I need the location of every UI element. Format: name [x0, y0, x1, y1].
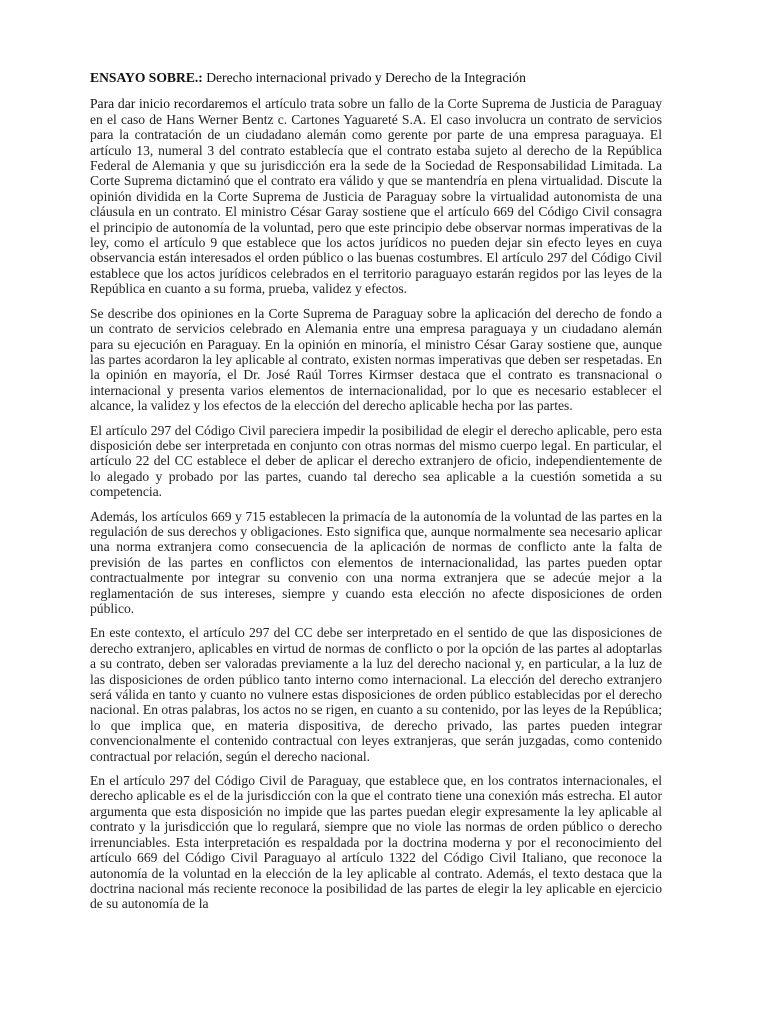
paragraph-6: En el artículo 297 del Código Civil de Paraguay, que establece que, en los contratos internacionales, el derecho aplicable es el de la jurisdicción con la que el contrato tiene una conexión más estrecha. El autor argumenta que esta disposición no impide que las partes puedan elegir expresamente la ley aplicable al contrato y la jurisdicción que lo regulará, siempre que no viole las normas de orden público o derecho irrenunciables. Esta interpretación es respaldada por la doctrina moderna y por el reconocimiento del artículo 669 del Código Civil Paraguayo al artículo 1322 del Código Civil Italiano, que reconoce la autonomía de la voluntad en la elección de la ley aplicable al contrato. Además, el texto destaca que la doctrina nacional más reciente reconoce la posibilidad de las partes de elegir la ley aplicable en ejercicio de su autonomía de la: [90, 773, 662, 912]
paragraph-1-lead: Para dar inicio recordaremos: [90, 96, 248, 112]
paragraph-3: El artículo 297 del Código Civil pareciera impedir la posibilidad de elegir el derecho aplicable, pero esta disposición debe ser interpretada en conjunto con otras normas del mismo cuerpo legal. En particular, el artículo 22 del CC establece el deber de aplicar el derecho extranjero de oficio, independientemente de lo alegado y probado por las partes, cuando tal derecho sea aplicable a la cuestión sometida a su competencia.: [90, 422, 662, 500]
paragraph-5: En este contexto, el artículo 297 del CC debe ser interpretado en el sentido de que las disposiciones de derecho extranjero, aplicables en virtud de normas de conflicto o por la opción de las partes al adoptarlas a su contrato, deben ser valoradas previamente a la luz del derecho nacional y, en particular, a la luz de las disposiciones de orden público tanto interno como internacional. La elección del derecho extranjero será válida en tanto y cuanto no vulnere estas disposiciones de orden público establecidas por el derecho nacional. En otras palabras, los actos no se rigen, en cuanto a su contenido, por las leyes de la República; lo que implica que, en materia dispositiva, de derecho privado, las partes pueden integrar convencionalmente el contenido contractual con leyes extranjeras, que serán juzgadas, como contenido contractual por relación, según el derecho nacional.: [90, 625, 662, 764]
paragraph-2: Se describe dos opiniones en la Corte Suprema de Paraguay sobre la aplicación del derecho de fondo a un contrato de servicios celebrado en Alemania entre una empresa paraguaya y un ciudadano alemán para su ejecución en Paraguay. En la opinión en minoría, el ministro César Garay sostiene que, aunque las partes acordaron la ley aplicable al contrato, existen normas imperativas que deben ser respetadas. En la opinión en mayoría, el Dr. José Raúl Torres Kirmser destaca que el contrato es transnacional o internacional y presenta varios elementos de internacionalidad, por lo que es necesario establecer el alcance, la validez y los efectos de la elección del derecho aplicable hecha por las partes.: [90, 305, 662, 414]
paragraph-4: Además, los artículos 669 y 715 establecen la primacía de la autonomía de la voluntad de las partes en la regulación de sus derechos y obligaciones. Esto significa que, aunque normalmente sea necesario aplicar una norma extranjera como consecuencia de la aplicación de normas de conflicto ante la falta de previsión de las partes en conflictos con elementos de internacionalidad, las partes pueden optar contractualmente por integrar su convenio con una norma extranjera que se adecúe mejor a la reglamentación de sus intereses, siempre y cuando esta elección no afecte disposiciones de orden público.: [90, 508, 662, 616]
title-prefix: ENSAYO SOBRE.:: [90, 70, 203, 85]
title-subject: Derecho internacional privado y Derecho de la Integración: [202, 70, 526, 85]
document-page: [90, 70, 662, 921]
paragraph-1-body: el artículo trata sobre un fallo de la Corte Suprema de Justicia de Paraguay en el caso de Hans Werner Bentz c. Cartones Yaguareté S.A. El caso involucra un contrato de servicios para la contratación de un ciudadano alemán como gerente por parte de una empresa paraguaya. El artículo 13, numeral 3 del contrato establecía que el contrato estaba sujeto al derecho de la República Federal de Alemania y que su jurisdicción era la sede de la Sociedad de Responsabilidad Limitada. La Corte Suprema dictaminó que el contrato era válido y que se mantendría en plena virtualidad. Discute la opinión dividida en la Corte Suprema de Justicia de Paraguay sobre la virtualidad autonomista de una cláusula en un contrato. El ministro César Garay sostiene que el artículo 669 del Código Civil consagra el principio de autonomía de la voluntad, pero que este principio debe observar normas imperativas de la ley, como el artículo 9 que establece que los actos jurídicos no pueden dejar sin efecto leyes en cuya observancia están interesados el orden público o las buenas costumbres. El artículo 297 del Código Civil establece que los actos jurídicos celebrados en el territorio paraguayo estarán regidos por las leyes de la República en cuanto a su forma, prueba, validez y efectos.: [90, 96, 662, 297]
document-title: [90, 70, 662, 85]
paragraph-1: [90, 96, 662, 296]
